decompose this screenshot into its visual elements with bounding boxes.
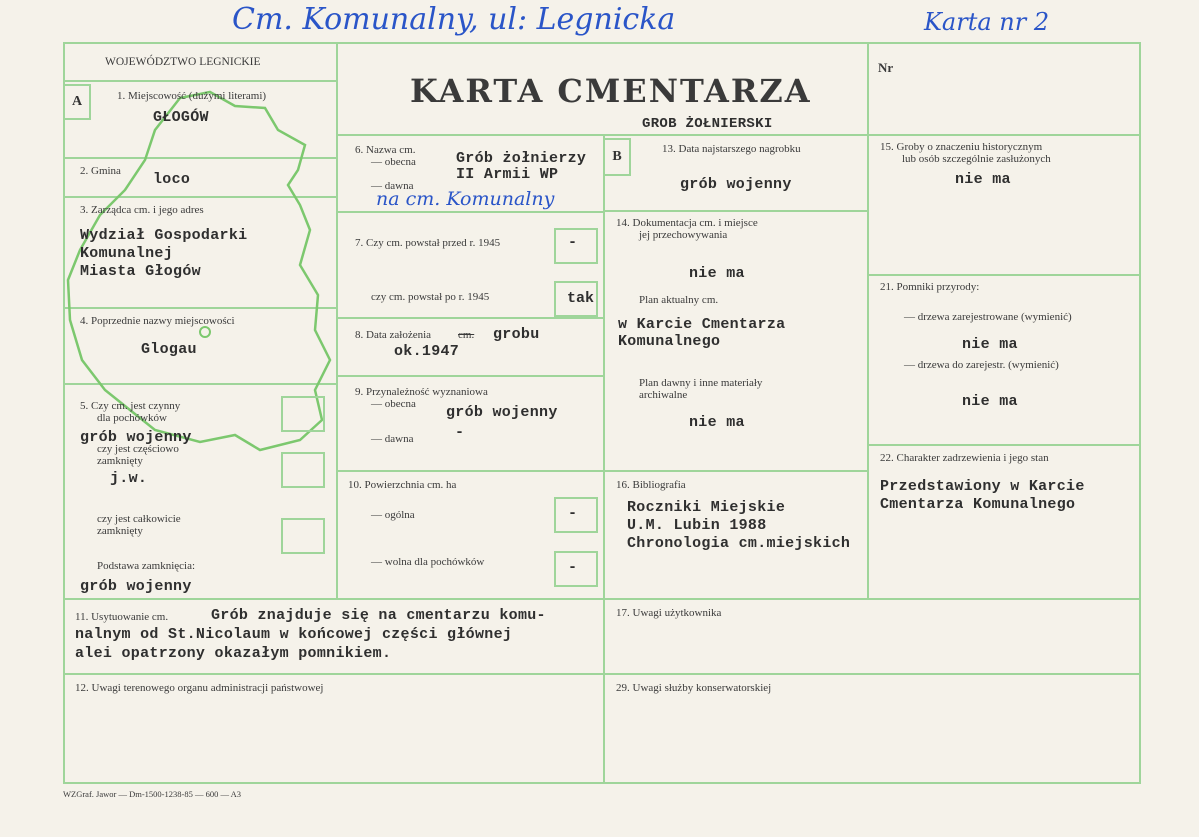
hline bbox=[63, 80, 337, 82]
field-14-plan-value-1: w Karcie Cmentarza bbox=[618, 316, 786, 333]
hline bbox=[336, 211, 604, 213]
field-14-plan-value-2: Komunalnego bbox=[618, 333, 721, 350]
hline bbox=[336, 470, 868, 472]
hline bbox=[336, 317, 604, 319]
field-3-label: 3. Zarządca cm. i jego adres bbox=[80, 204, 204, 216]
field-2-value: loco bbox=[153, 171, 191, 188]
field-13-label: 13. Data najstarszego nagrobku bbox=[662, 143, 801, 155]
hline bbox=[867, 274, 1141, 276]
divider-col2 bbox=[603, 134, 605, 782]
field-6-value-1: Grób żołnierzy bbox=[456, 150, 587, 167]
field-15-value: nie ma bbox=[955, 171, 1011, 188]
field-10-total-value: - bbox=[568, 505, 578, 522]
field-11-value-2: nalnym od St.Nicolaum w końcowej części głównej bbox=[75, 626, 513, 643]
field-22-label: 22. Charakter zadrzewienia i jego stan bbox=[880, 452, 1049, 464]
divider-col3 bbox=[867, 42, 869, 598]
hline bbox=[336, 134, 868, 136]
field-21-reg-value: nie ma bbox=[962, 336, 1018, 353]
field-8-struck: cm. bbox=[458, 329, 475, 341]
hline bbox=[867, 444, 1141, 446]
field-14-value: nie ma bbox=[689, 265, 745, 282]
field-10-total-label: — ogólna bbox=[371, 509, 415, 521]
field-5-checkbox-active[interactable] bbox=[281, 396, 325, 432]
hline bbox=[336, 375, 604, 377]
field-9-former-value: - bbox=[455, 424, 465, 441]
field-14-old-label-1: Plan dawny i inne materiały bbox=[639, 377, 763, 389]
field-16-value-3: Chronologia cm.miejskich bbox=[627, 535, 851, 552]
field-11-label: 11. Usytuowanie cm. bbox=[75, 611, 169, 623]
field-6-label: 6. Nazwa cm. bbox=[355, 144, 416, 156]
field-9-current-label: — obecna bbox=[371, 398, 416, 410]
field-21-toreg-label: — drzewa do zarejestr. (wymienić) bbox=[904, 359, 1059, 371]
field-21-label: 21. Pomniki przyrody: bbox=[880, 281, 980, 293]
field-9-label: 9. Przynależność wyznaniowa bbox=[355, 386, 488, 398]
field-15-label-2: lub osób szczególnie zasłużonych bbox=[902, 153, 1051, 165]
field-14-label-1: 14. Dokumentacja cm. i miejsce bbox=[616, 217, 758, 229]
field-5-checkbox-partial[interactable] bbox=[281, 452, 325, 488]
field-16-value-1: Roczniki Miejskie bbox=[627, 499, 786, 516]
handwritten-card-number: Karta nr 2 bbox=[924, 8, 1050, 36]
hline bbox=[867, 134, 1141, 136]
field-11-value-3: alei opatrzony okazałym pomnikiem. bbox=[75, 645, 392, 662]
field-13-value: grób wojenny bbox=[680, 176, 792, 193]
field-9-former-label: — dawna bbox=[371, 433, 414, 445]
field-6-value-2: II Armii WP bbox=[456, 166, 559, 183]
frame-top bbox=[63, 42, 1141, 44]
field-4-value: Glogau bbox=[141, 341, 197, 358]
handwritten-header: Cm. Komunalny, ul: Legnicka bbox=[232, 2, 676, 37]
section-a-marker: A bbox=[63, 84, 91, 120]
field-14-old-value: nie ma bbox=[689, 414, 745, 431]
field-5-partial-label-2: zamknięty bbox=[97, 455, 143, 467]
field-5-label-1: 5. Czy cm. jest czynny bbox=[80, 400, 181, 412]
field-14-label-2: jej przechowywania bbox=[639, 229, 728, 241]
region-label: WOJEWÓDZTWO LEGNICKIE bbox=[105, 56, 261, 68]
card-subtitle: GROB ŻOŁNIERSKI bbox=[642, 116, 773, 132]
field-6-former-label: — dawna bbox=[371, 180, 414, 192]
field-8-value-2: ok.1947 bbox=[394, 343, 460, 360]
field-22-value-1: Przedstawiony w Karcie bbox=[880, 478, 1085, 495]
field-7b-value: tak bbox=[567, 290, 595, 307]
field-17-label: 17. Uwagi użytkownika bbox=[616, 607, 722, 619]
field-14-plan-label: Plan aktualny cm. bbox=[639, 294, 719, 306]
field-9-value: grób wojenny bbox=[446, 404, 558, 421]
field-7b-label: czy cm. powstał po r. 1945 bbox=[371, 291, 490, 303]
section-b-marker: B bbox=[603, 138, 631, 176]
field-4-label: 4. Poprzednie nazwy miejscowości bbox=[80, 315, 235, 327]
field-6-current-label: — obecna bbox=[371, 156, 416, 168]
field-7-value: - bbox=[568, 234, 578, 251]
field-5-closed-label-2: zamknięty bbox=[97, 525, 143, 537]
field-5-closed-label-1: czy jest całkowicie bbox=[97, 513, 181, 525]
field-3-value-2: Komunalnej bbox=[80, 245, 174, 262]
field-1-label: 1. Miejscowość (dużymi literami) bbox=[117, 90, 267, 102]
field-29-label: 29. Uwagi służby konserwatorskiej bbox=[616, 682, 772, 694]
field-5-value: grób wojenny bbox=[80, 429, 192, 446]
field-16-value-2: U.M. Lubin 1988 bbox=[627, 517, 767, 534]
footer-print-info: WZGraf. Jawor — Dm-1500-1238-85 — 600 — A3 bbox=[63, 789, 241, 799]
field-6-former-handwritten: na cm. Komunalny bbox=[376, 188, 555, 210]
field-15-label-1: 15. Groby o znaczeniu historycznym bbox=[880, 141, 1043, 153]
hline bbox=[63, 598, 1141, 600]
hline bbox=[603, 210, 868, 212]
field-7-label: 7. Czy cm. powstał przed r. 1945 bbox=[355, 237, 501, 249]
field-22-value-2: Cmentarza Komunalnego bbox=[880, 496, 1076, 513]
frame-bottom bbox=[63, 782, 1141, 784]
field-5-basis-value: grób wojenny bbox=[80, 578, 192, 595]
field-8-label: 8. Data założenia bbox=[355, 329, 432, 341]
field-11-value-1: Grób znajduje się na cmentarzu komu- bbox=[211, 607, 546, 624]
field-5-checkbox-closed[interactable] bbox=[281, 518, 325, 554]
field-5-basis-label: Podstawa zamknięcia: bbox=[97, 560, 196, 572]
field-5-partial-label-1: czy jest częściowo bbox=[97, 443, 179, 455]
field-21-reg-label: — drzewa zarejestrowane (wymienić) bbox=[904, 311, 1072, 323]
field-10-free-label: — wolna dla pochówków bbox=[371, 556, 485, 568]
field-3-value-3: Miasta Głogów bbox=[80, 263, 201, 280]
field-10-free-value: - bbox=[568, 559, 578, 576]
field-10-label: 10. Powierzchnia cm. ha bbox=[348, 479, 457, 491]
field-12-label: 12. Uwagi terenowego organu administracji państwowej bbox=[75, 682, 324, 694]
field-1-value: GŁOGÓW bbox=[153, 109, 209, 126]
field-5-label-2: dla pochówków bbox=[97, 412, 167, 424]
field-5-partial-value: j.w. bbox=[110, 470, 148, 487]
nr-label: Nr bbox=[878, 60, 894, 75]
field-16-label: 16. Bibliografia bbox=[616, 479, 686, 491]
card-title: KARTA CMENTARZA bbox=[410, 72, 812, 110]
field-2-label: 2. Gmina bbox=[80, 165, 121, 177]
field-14-old-label-2: archiwalne bbox=[639, 389, 688, 401]
field-3-value-1: Wydział Gospodarki bbox=[80, 227, 248, 244]
field-8-value-1: grobu bbox=[493, 326, 540, 343]
field-21-toreg-value: nie ma bbox=[962, 393, 1018, 410]
hline bbox=[63, 673, 1141, 675]
